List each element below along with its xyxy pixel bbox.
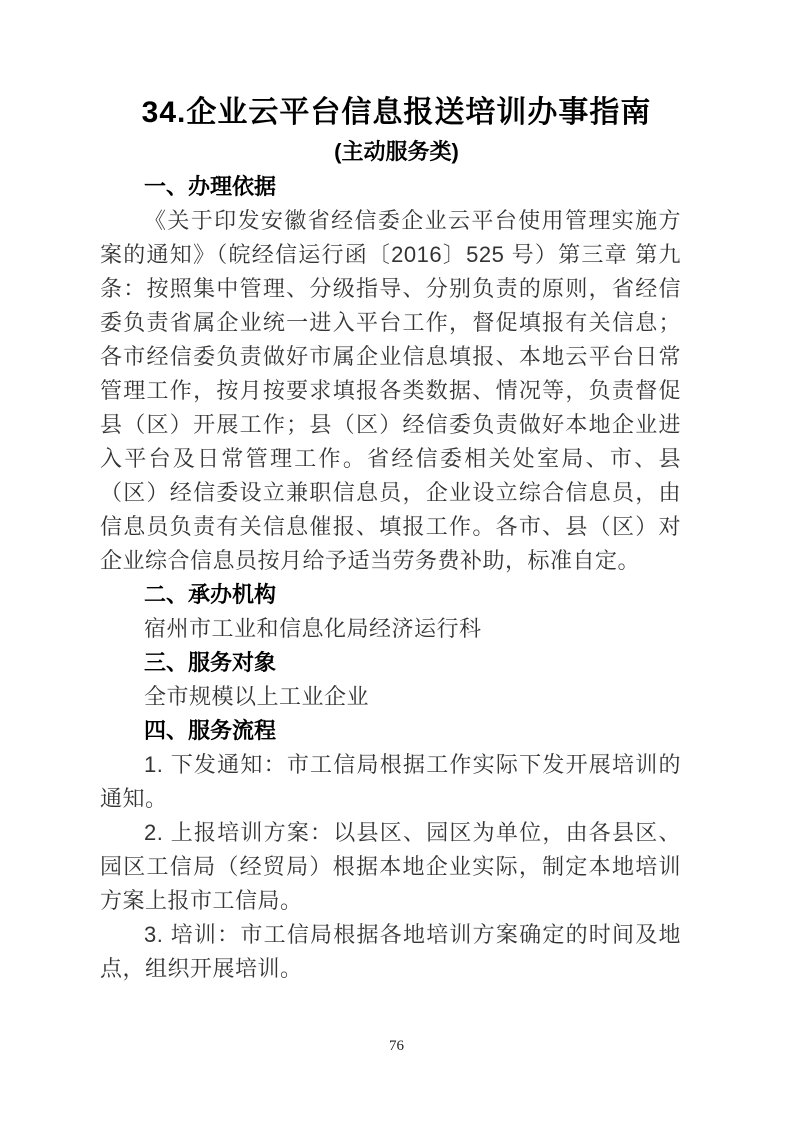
section-heading-basis: 一、办理依据: [144, 174, 277, 199]
section-heading-undertaking-agency: 二、承办机构: [144, 582, 277, 607]
document-body: [100, 170, 681, 986]
paragraph-service-target: 全市规模以上工业企业: [144, 684, 370, 709]
paragraph-process-step-3: 3. 培训：市工信局根据各地培训方案确定的时间及地点，组织开展培训。: [100, 922, 681, 981]
section-heading-service-process: 四、服务流程: [144, 718, 277, 743]
page-number: 76: [389, 1038, 404, 1054]
document-subtitle: (主动服务类): [334, 139, 459, 164]
paragraph-basis: 《关于印发安徽省经信委企业云平台使用管理实施方案的通知》（皖经信运行函〔2016〕525 号）第三章 第九条：按照集中管理、分级指导、分别负责的原则，省经信委负责省属企业统一进入平台工作，督促填报有关信息；各市经信委负责做好市属企业信息填报、本地云平台日常管理工作，按月按要求填报各类数据、情况等，负责督促县（区）开展工作；县（区）经信委负责做好本地企业进入平台及日常管理工作。省经信委相关处室局、市、县（区）经信委设立兼职信息员，企业设立综合信息员，由信息员负责有关信息催报、填报工作。各市、县（区）对企业综合信息员按月给予适当劳务费补助，标准自定。: [100, 208, 681, 573]
paragraph-process-step-1: 1. 下发通知：市工信局根据工作实际下发开展培训的通知。: [100, 752, 681, 811]
document-title: 34.企业云平台信息报送培训办事指南: [141, 96, 652, 129]
section-heading-service-target: 三、服务对象: [144, 650, 277, 675]
paragraph-undertaking-agency: 宿州市工业和信息化局经济运行科: [144, 616, 482, 641]
paragraph-process-step-2: 2. 上报培训方案：以县区、园区为单位，由各县区、园区工信局（经贸局）根据本地企业实际，制定本地培训方案上报市工信局。: [100, 820, 681, 913]
